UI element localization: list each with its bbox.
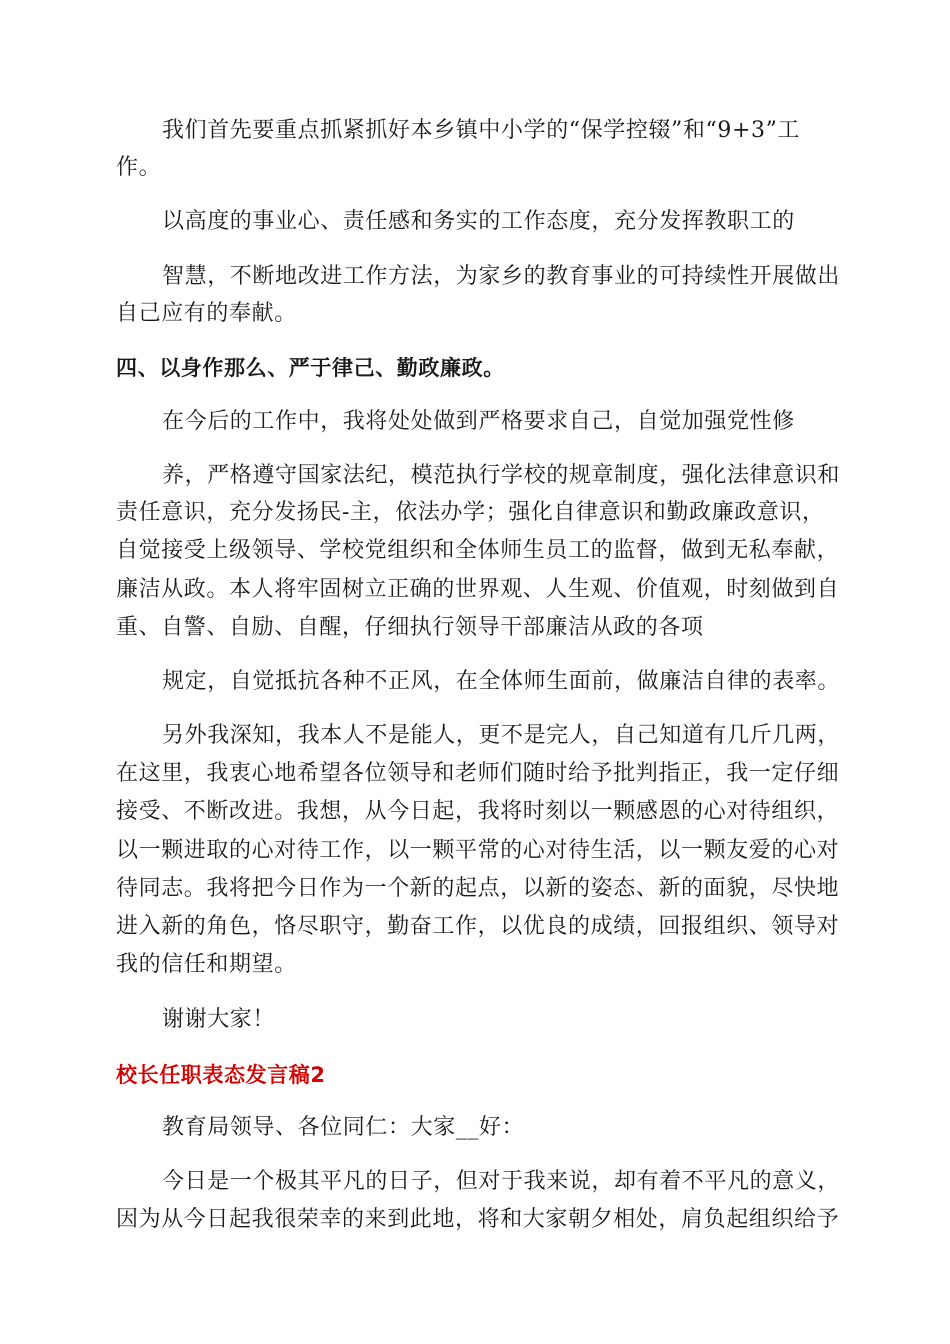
body-text-line: 自己应有的奉献。 — [116, 301, 297, 326]
body-text-line: 因为从今日起我很荣幸的来到此地，将和大家朝夕相处，肩负起组织给予 — [116, 1207, 840, 1232]
body-text-line: 待同志。我将把今日作为一个新的起点，以新的姿态、新的面貌，尽快地 — [116, 876, 840, 901]
section-heading: 四、以身作那么、严于律己、勤政廉政。 — [116, 356, 505, 380]
body-text-line: 我们首先要重点抓紧抓好本乡镇中小学的“保学控辍”和“9+3”工 — [162, 118, 801, 143]
body-text-line: 在今后的工作中，我将处处做到严格要求自己，自觉加强党性修 — [162, 409, 795, 434]
body-text-line: 另外我深知，我本人不是能人，更不是完人，自己知道有几斤几两， — [162, 723, 841, 748]
body-text-line: 责任意识，充分发扬民-主，依法办学；强化自律意识和勤政廉政意识， — [116, 500, 825, 525]
body-text-line: 在这里，我衷心地希望各位领导和老师们随时给予批判指正，我一定仔细 — [116, 761, 840, 786]
section-title-red: 校长任职表态发言稿2 — [116, 1063, 326, 1087]
body-text-line: 作。 — [116, 155, 162, 180]
body-text-line: 以高度的事业心、责任感和务实的工作态度，充分发挥教职工的 — [162, 209, 795, 234]
body-text-line: 养，严格遵守国家法纪，模范执行学校的规章制度，强化法律意识和 — [162, 463, 841, 488]
body-text-line: 廉洁从政。本人将牢固树立正确的世界观、人生观、价值观，时刻做到自 — [116, 577, 840, 602]
body-text-line: 进入新的角色，恪尽职守，勤奋工作，以优良的成绩，回报组织、领导对 — [116, 914, 840, 939]
body-text-line: 智慧，不断地改进工作方法，为家乡的教育事业的可持续性开展做出 — [162, 264, 841, 289]
body-text-line: 重、自警、自励、自醒，仔细执行领导干部廉洁从政的各项 — [116, 615, 704, 640]
body-text-line: 以一颗进取的心对待工作，以一颗平常的心对待生活，以一颗友爱的心对 — [116, 838, 840, 863]
body-text-line: 自觉接受上级领导、学校党组织和全体师生员工的监督，做到无私奉献， — [116, 538, 840, 563]
body-text-line: 规定，自觉抵抗各种不正风，在全体师生面前，做廉洁自律的表率。 — [162, 669, 841, 694]
body-text-line: 今日是一个极其平凡的日子，但对于我来说，却有着不平凡的意义， — [162, 1169, 841, 1194]
closing-line: 谢谢大家！ — [162, 1007, 276, 1032]
body-text-line: 接受、不断改进。我想，从今日起，我将时刻以一颗感恩的心对待组织， — [116, 799, 840, 824]
salutation-line: 教育局领导、各位同仁：大家__好： — [162, 1115, 525, 1140]
body-text-line: 我的信任和期望。 — [116, 952, 297, 977]
